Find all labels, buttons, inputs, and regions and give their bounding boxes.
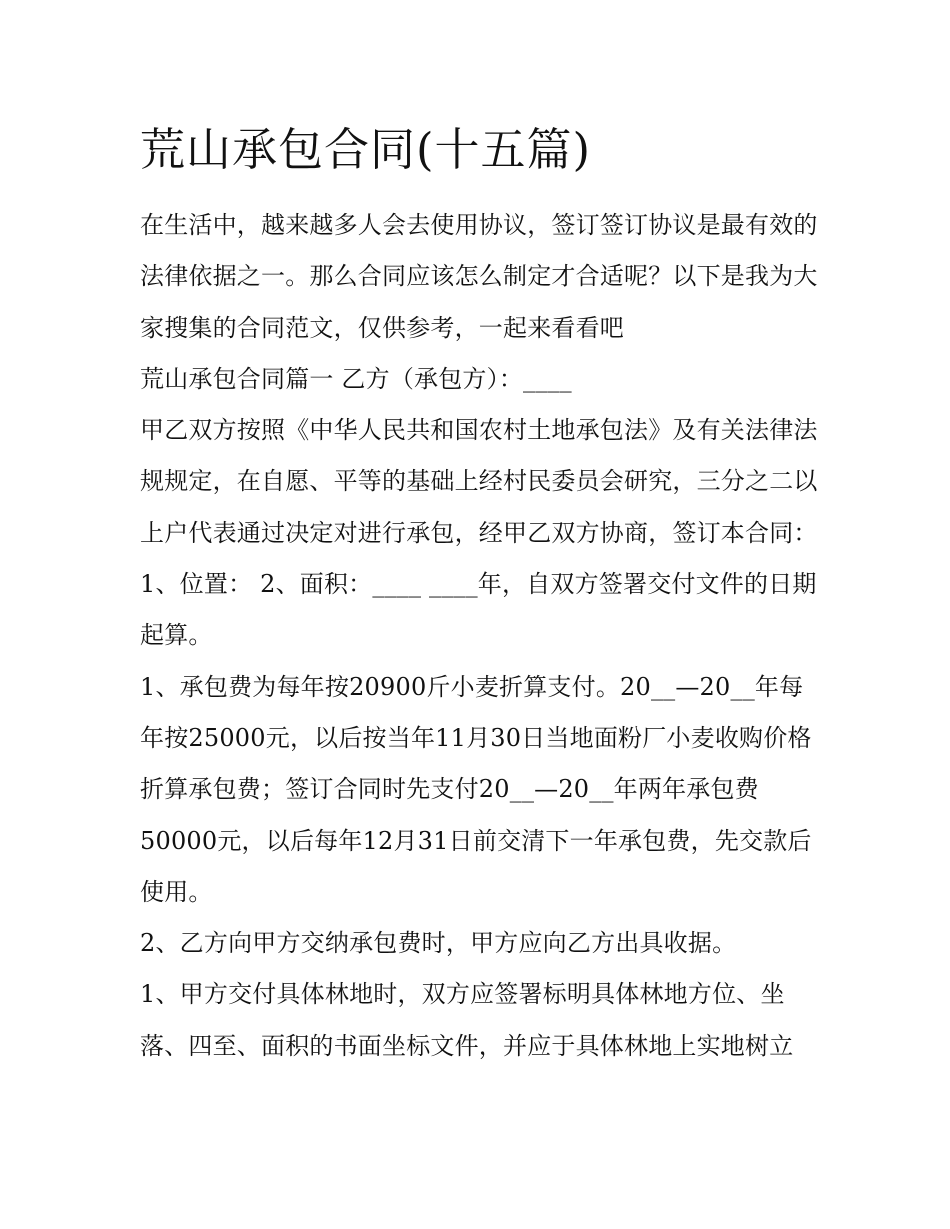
legal-basis-paragraph: 甲乙双方按照《中华人民共和国农村土地承包法》及有关法律法规规定，在自愿、平等的基础上经村民委员会研究，三分之二以上户代表通过决定对进行承包，经甲乙双方协商，签订本合同： xyxy=(140,416,818,547)
document-title: 荒山承包合同(十五篇) xyxy=(140,123,592,176)
contract-heading-paragraph: 荒山承包合同篇一 乙方（承包方）：____ xyxy=(140,364,572,393)
delivery-paragraph: 1、甲方交付具体林地时，双方应签署标明具体林地方位、坐落、四至、面积的书面坐标文件，并应于具体林地上实地树立 xyxy=(140,980,794,1060)
receipt-paragraph: 2、乙方向甲方交纳承包费时，甲方应向乙方出具收据。 xyxy=(140,929,737,958)
location-area-paragraph: 1、位置： 2、面积：____ ____年，自双方签署交付文件的日期起算。 xyxy=(140,570,817,650)
fee-paragraph: 1、承包费为每年按20900斤小麦折算支付。20__—20__年每年按25000元，以后按当年11月30日当地面粉厂小麦收购价格折算承包费；签订合同时先支付20__—20__年两年承包费50000元，以后每年12月31日前交清下一年承包费，先交款后使用。 xyxy=(140,672,812,906)
document-page xyxy=(140,112,820,1072)
intro-paragraph: 在生活中，越来越多人会去使用协议，签订签订协议是最有效的法律依据之一。那么合同应该怎么制定才合适呢？以下是我为大家搜集的合同范文，仅供参考，一起来看看吧 xyxy=(140,211,818,342)
